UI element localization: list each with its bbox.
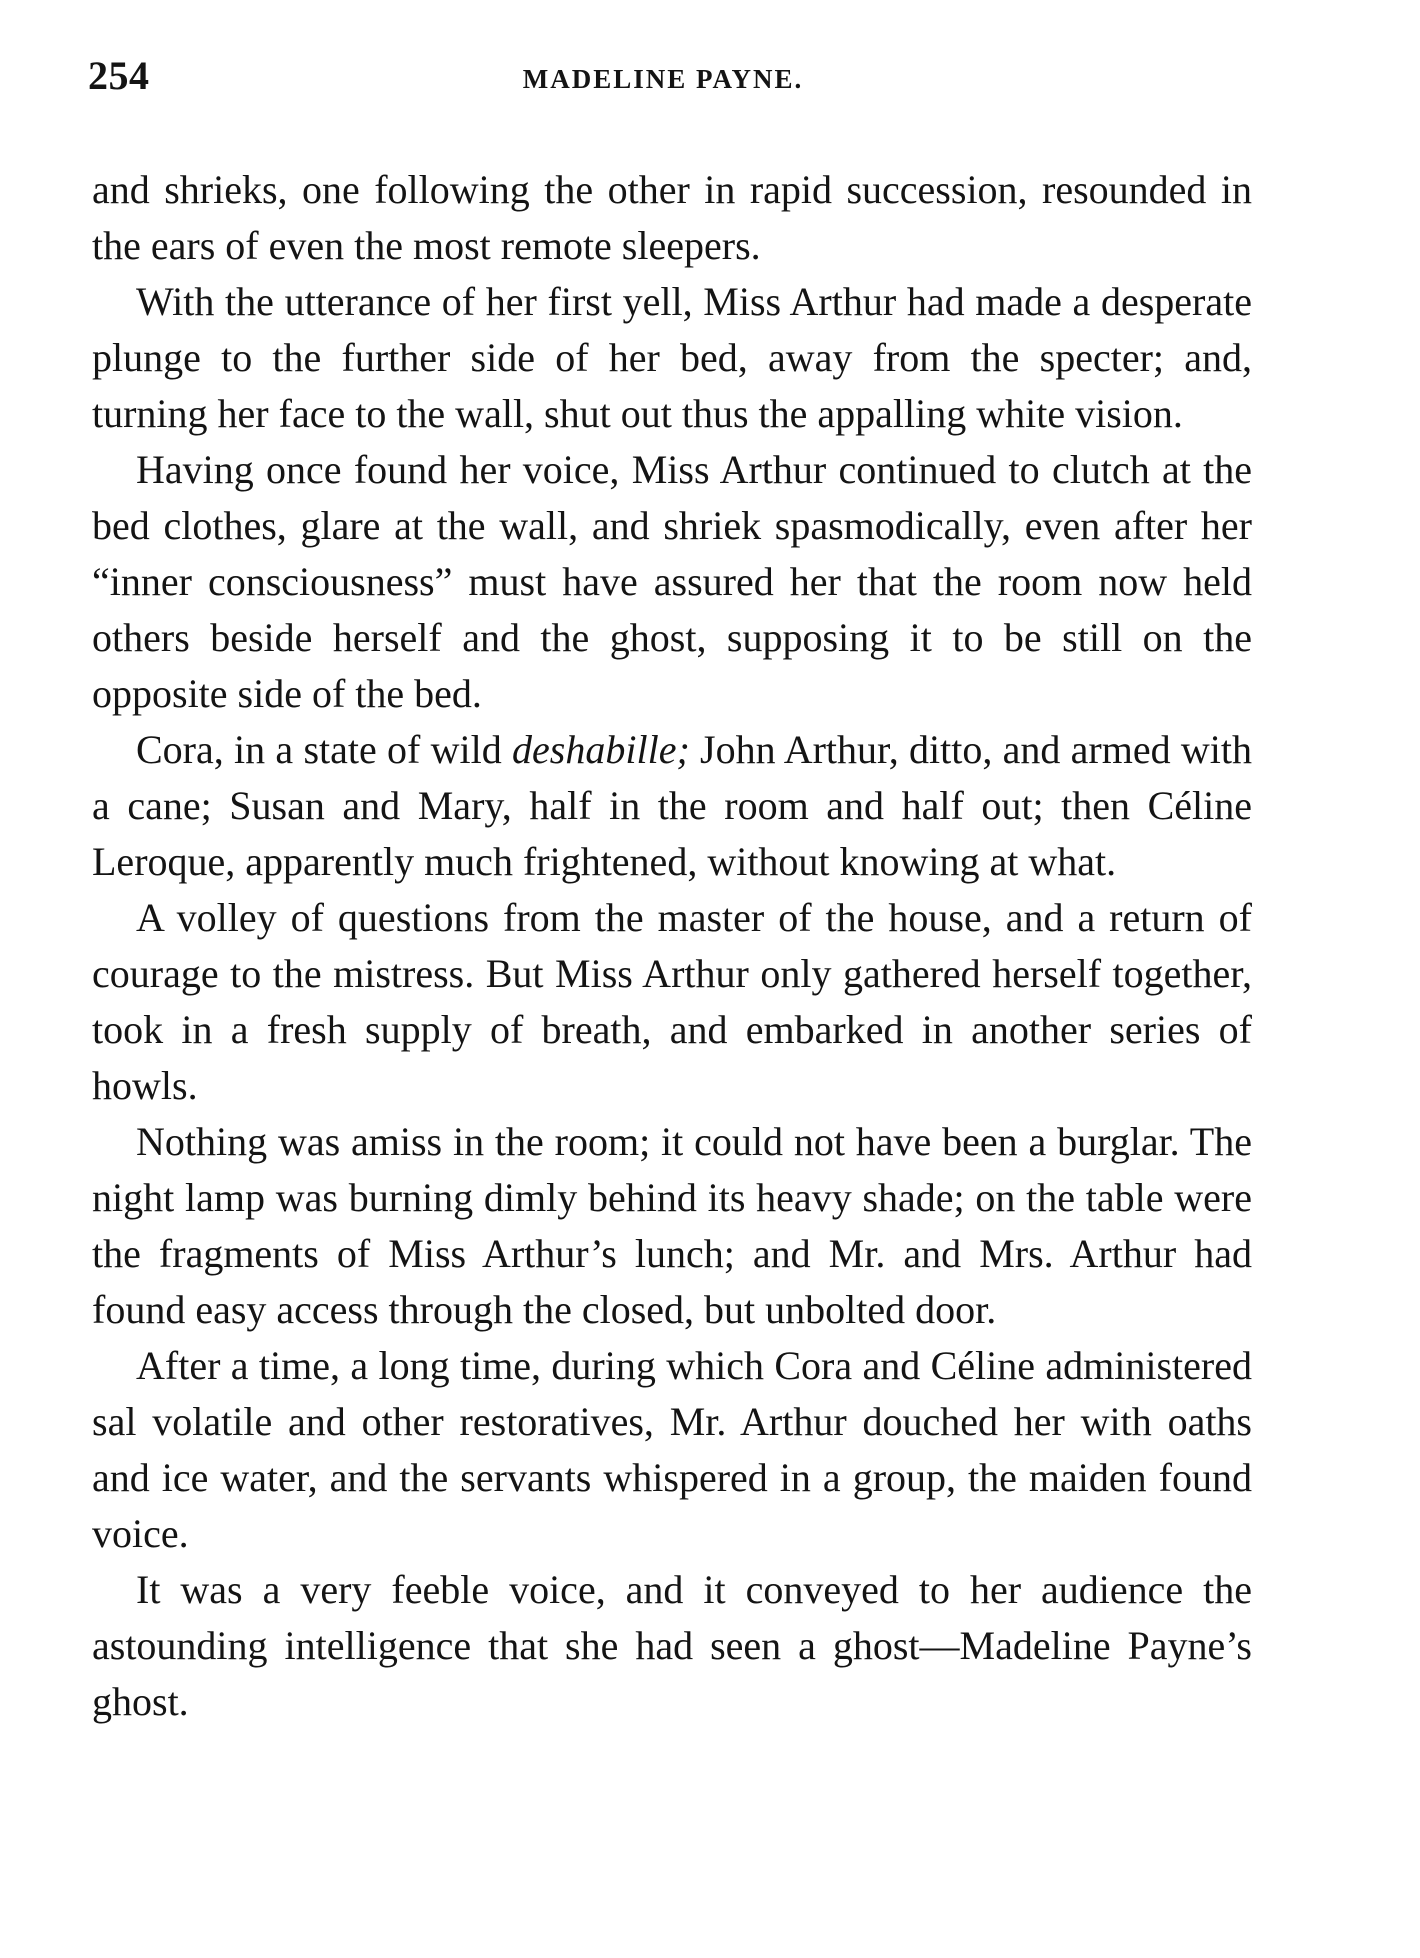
paragraph-text: With the utterance of her first yell, Miss Arthur had made a desperate plunge to the further side of her bed, away from the specter; and, turning her face to the wall, shut out thus the appalling white vision. [92, 279, 1252, 436]
paragraph-text: A volley of questions from the master of the house, and a return of courage to the mistress. But Miss Arthur only gathered herself together, took in a fresh supply of breath, and embarked in another series of howls. [92, 895, 1252, 1108]
paragraph [92, 1114, 1252, 1338]
paragraph [92, 274, 1252, 442]
paragraph-text: It was a very feeble voice, and it conveyed to her audience the astounding intelligence that she had seen a ghost—Madeline Payne’s ghost. [92, 1567, 1252, 1724]
paragraph-text: Having once found her voice, Miss Arthur continued to clutch at the bed clothes, glare at the wall, and shriek spasmodically, even after her “inner consciousness” must have assured her that the room now held others beside herself and the ghost, supposing it to be still on the opposite side of the bed. [92, 447, 1252, 716]
paragraph [92, 890, 1252, 1114]
paragraph-text: and shrieks, one following the other in rapid succession, resounded in the ears of even the most remote sleepers. [92, 167, 1252, 268]
paragraph-text: After a time, a long time, during which Cora and Céline administered sal volatile and other restoratives, Mr. Arthur douched her with oaths and ice water, and the servants whispered in a group, the maiden found voice. [92, 1343, 1252, 1556]
paragraph [92, 722, 1252, 890]
page-number: 254 [88, 53, 150, 98]
paragraph-text: John Arthur, ditto, and armed with a cane; Susan and Mary, half in the room and half out; then Céline Leroque, apparently much frightened, without knowing at what. [92, 727, 1253, 884]
paragraph-text: Nothing was amiss in the room; it could not have been a burglar. The night lamp was burning dimly behind its heavy shade; on the table were the fragments of Miss Arthur’s lunch; and Mr. and Mrs. Arthur had found easy access through the closed, but unbolted door. [92, 1119, 1252, 1332]
running-head [88, 52, 1238, 112]
paragraph [92, 1562, 1252, 1730]
paragraph [92, 162, 1252, 274]
italic-text: deshabille; [512, 727, 690, 772]
body-text [92, 162, 1252, 1730]
paragraph [92, 442, 1252, 722]
paragraph [92, 1338, 1252, 1562]
running-title: MADELINE PAYNE. [522, 64, 804, 94]
paragraph-text: Cora, in a state of wild [136, 727, 513, 772]
